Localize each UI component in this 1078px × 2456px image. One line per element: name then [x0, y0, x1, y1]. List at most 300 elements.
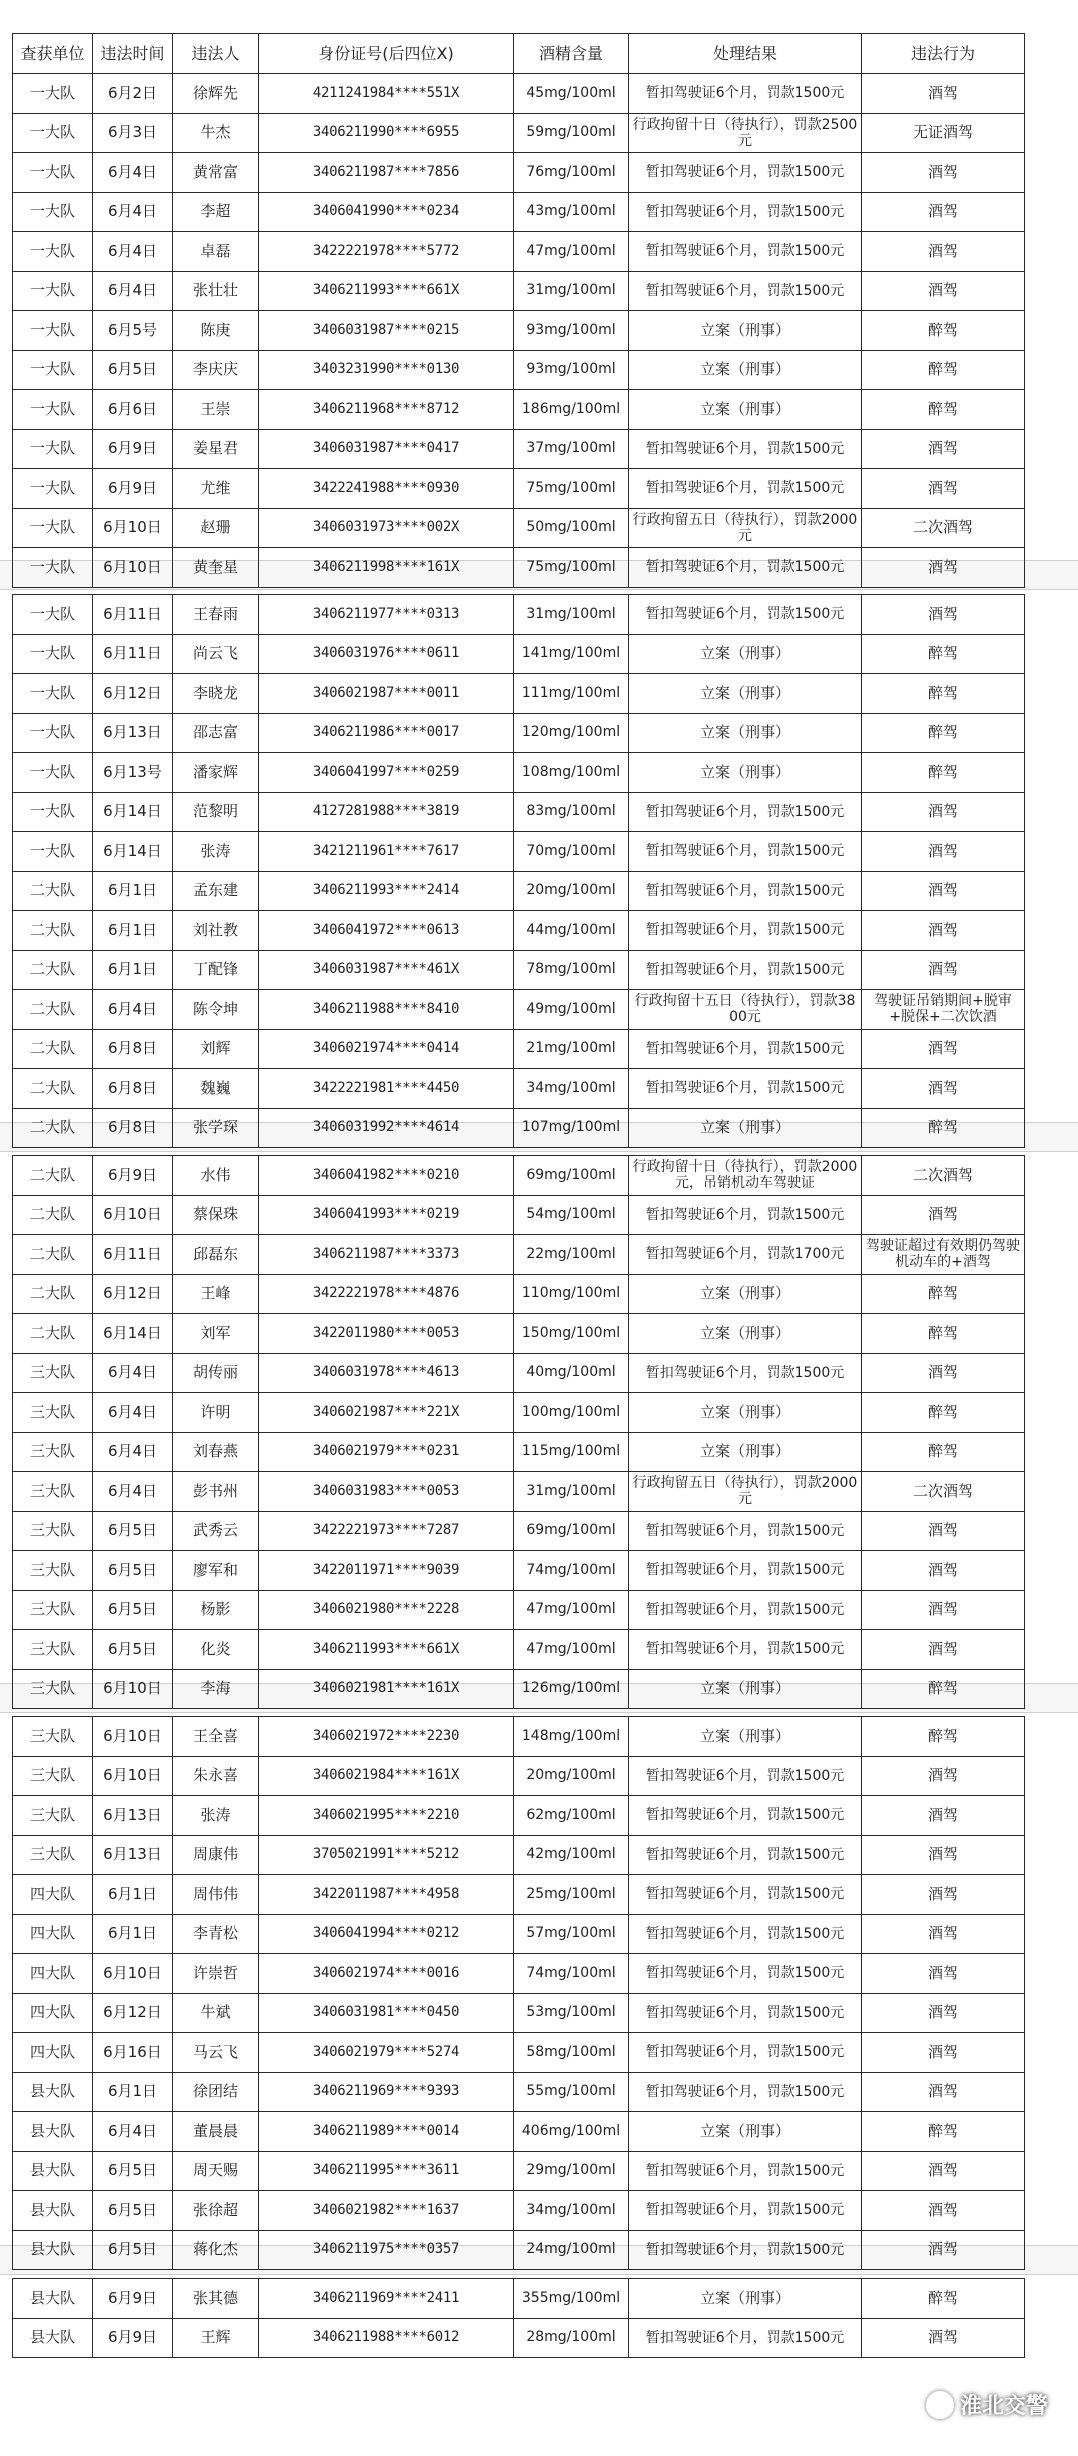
id-number-cell: 3406031978****4613 — [259, 1353, 514, 1393]
unit-cell: 一大队 — [13, 753, 93, 793]
violation-cell: 酒驾 — [862, 950, 1025, 990]
id-number-cell: 3406211988****8410 — [259, 990, 514, 1030]
violation-cell: 酒驾 — [862, 595, 1025, 635]
name-cell: 刘辉 — [173, 1029, 259, 1069]
table-row — [13, 1353, 1025, 1393]
name-cell: 姜星君 — [173, 429, 259, 469]
alcohol-cell: 69mg/100ml — [514, 1511, 629, 1551]
result-cell: 暂扣驾驶证6个月，罚款1500元 — [629, 1756, 862, 1796]
unit-cell: 县大队 — [13, 2279, 93, 2319]
result-cell: 立案（刑事） — [629, 1274, 862, 1314]
name-cell: 许崇哲 — [173, 1954, 259, 1994]
name-cell: 张涛 — [173, 832, 259, 872]
unit-cell: 二大队 — [13, 1195, 93, 1235]
violation-cell: 酒驾 — [862, 74, 1025, 114]
name-cell: 化炎 — [173, 1630, 259, 1670]
table-row — [13, 2279, 1025, 2319]
violation-cell: 酒驾 — [862, 1796, 1025, 1836]
unit-cell: 二大队 — [13, 1069, 93, 1109]
date-cell: 6月4日 — [93, 1472, 173, 1512]
name-cell: 孟东建 — [173, 871, 259, 911]
result-cell: 立案（刑事） — [629, 1108, 862, 1148]
result-cell: 暂扣驾驶证6个月，罚款1500元 — [629, 2230, 862, 2270]
violation-cell: 醉驾 — [862, 753, 1025, 793]
alcohol-cell: 148mg/100ml — [514, 1717, 629, 1757]
alcohol-cell: 115mg/100ml — [514, 1432, 629, 1472]
alcohol-cell: 57mg/100ml — [514, 1914, 629, 1954]
date-cell: 6月1日 — [93, 871, 173, 911]
unit-cell: 二大队 — [13, 990, 93, 1030]
id-number-cell: 3406041972****0613 — [259, 911, 514, 951]
violation-cell: 醉驾 — [862, 1274, 1025, 1314]
alcohol-cell: 110mg/100ml — [514, 1274, 629, 1314]
name-cell: 杨影 — [173, 1590, 259, 1630]
violation-table-section — [12, 594, 1025, 1148]
id-number-cell: 3406211977****0313 — [259, 595, 514, 635]
violation-cell: 酒驾 — [862, 871, 1025, 911]
result-cell: 暂扣驾驶证6个月，罚款1500元 — [629, 1029, 862, 1069]
alcohol-cell: 44mg/100ml — [514, 911, 629, 951]
unit-cell: 二大队 — [13, 1029, 93, 1069]
unit-cell: 一大队 — [13, 792, 93, 832]
name-cell: 王春雨 — [173, 595, 259, 635]
unit-cell: 三大队 — [13, 1796, 93, 1836]
name-cell: 李庆庆 — [173, 350, 259, 390]
date-cell: 6月12日 — [93, 674, 173, 714]
violation-cell: 酒驾 — [862, 911, 1025, 951]
id-number-cell: 3406031987****0417 — [259, 429, 514, 469]
date-cell: 6月4日 — [93, 1393, 173, 1433]
name-cell: 武秀云 — [173, 1511, 259, 1551]
id-number-cell: 3422011971****9039 — [259, 1551, 514, 1591]
date-cell: 6月5号 — [93, 311, 173, 351]
violation-cell: 二次酒驾 — [862, 508, 1025, 548]
id-number-cell: 3422221978****5772 — [259, 232, 514, 272]
name-cell: 丁配锋 — [173, 950, 259, 990]
id-number-cell: 3406031981****0450 — [259, 1993, 514, 2033]
id-number-cell: 3406031987****461X — [259, 950, 514, 990]
unit-cell: 二大队 — [13, 1314, 93, 1354]
table-row — [13, 1511, 1025, 1551]
violation-cell: 二次酒驾 — [862, 1472, 1025, 1512]
date-cell: 6月11日 — [93, 595, 173, 635]
violation-cell: 醉驾 — [862, 1314, 1025, 1354]
unit-cell: 三大队 — [13, 1669, 93, 1709]
date-cell: 6月1日 — [93, 911, 173, 951]
violation-cell: 酒驾 — [862, 1993, 1025, 2033]
unit-cell: 县大队 — [13, 2072, 93, 2112]
violation-cell: 驾驶证超过有效期仍驾驶机动车的+酒驾 — [862, 1235, 1025, 1275]
id-number-cell: 3406021974****0414 — [259, 1029, 514, 1069]
table-row — [13, 2112, 1025, 2152]
date-cell: 6月5日 — [93, 2191, 173, 2231]
unit-cell: 三大队 — [13, 1551, 93, 1591]
name-cell: 周康伟 — [173, 1835, 259, 1875]
result-cell: 立案（刑事） — [629, 311, 862, 351]
violation-cell: 醉驾 — [862, 1432, 1025, 1472]
unit-cell: 一大队 — [13, 271, 93, 311]
violation-cell: 酒驾 — [862, 2151, 1025, 2191]
name-cell: 刘社教 — [173, 911, 259, 951]
name-cell: 卓磊 — [173, 232, 259, 272]
table-row — [13, 871, 1025, 911]
date-cell: 6月4日 — [93, 1353, 173, 1393]
table-row — [13, 232, 1025, 272]
name-cell: 周天赐 — [173, 2151, 259, 2191]
id-number-cell: 3406211990****6955 — [259, 113, 514, 153]
violation-cell: 醉驾 — [862, 1393, 1025, 1433]
name-cell: 董晨晨 — [173, 2112, 259, 2152]
alcohol-cell: 100mg/100ml — [514, 1393, 629, 1433]
result-cell: 暂扣驾驶证6个月，罚款1500元 — [629, 2033, 862, 2073]
violation-cell: 酒驾 — [862, 1875, 1025, 1915]
id-number-cell: 3406211993****2414 — [259, 871, 514, 911]
alcohol-cell: 141mg/100ml — [514, 634, 629, 674]
table-row — [13, 2072, 1025, 2112]
table-row — [13, 1314, 1025, 1354]
id-number-cell: 3406021984****161X — [259, 1756, 514, 1796]
alcohol-cell: 75mg/100ml — [514, 548, 629, 588]
table-row — [13, 1069, 1025, 1109]
unit-cell: 三大队 — [13, 1353, 93, 1393]
id-number-cell: 3406021987****0011 — [259, 674, 514, 714]
table-row — [13, 1796, 1025, 1836]
result-cell: 暂扣驾驶证6个月，罚款1500元 — [629, 1590, 862, 1630]
violation-cell: 醉驾 — [862, 311, 1025, 351]
date-cell: 6月4日 — [93, 2112, 173, 2152]
date-cell: 6月14日 — [93, 832, 173, 872]
violation-cell: 醉驾 — [862, 674, 1025, 714]
violation-cell: 酒驾 — [862, 1914, 1025, 1954]
name-cell: 刘春燕 — [173, 1432, 259, 1472]
table-row — [13, 1835, 1025, 1875]
id-number-cell: 3406211969****2411 — [259, 2279, 514, 2319]
violation-cell: 酒驾 — [862, 2033, 1025, 2073]
unit-cell: 四大队 — [13, 1954, 93, 1994]
id-number-cell: 3406021980****2228 — [259, 1590, 514, 1630]
violation-cell: 醉驾 — [862, 390, 1025, 430]
date-cell: 6月9日 — [93, 2318, 173, 2358]
id-number-cell: 3406211986****0017 — [259, 713, 514, 753]
name-cell: 黄常富 — [173, 153, 259, 193]
date-cell: 6月10日 — [93, 1195, 173, 1235]
alcohol-cell: 31mg/100ml — [514, 1472, 629, 1512]
table-row — [13, 634, 1025, 674]
alcohol-cell: 40mg/100ml — [514, 1353, 629, 1393]
date-cell: 6月2日 — [93, 74, 173, 114]
id-number-cell: 3406211987****3373 — [259, 1235, 514, 1275]
violation-cell: 酒驾 — [862, 1630, 1025, 1670]
alcohol-cell: 69mg/100ml — [514, 1156, 629, 1196]
id-number-cell: 3406211995****3611 — [259, 2151, 514, 2191]
date-cell: 6月9日 — [93, 469, 173, 509]
name-cell: 牛杰 — [173, 113, 259, 153]
alcohol-cell: 34mg/100ml — [514, 2191, 629, 2231]
date-cell: 6月1日 — [93, 950, 173, 990]
id-number-cell: 3406021995****2210 — [259, 1796, 514, 1836]
violation-cell: 酒驾 — [862, 1954, 1025, 1994]
name-cell: 魏巍 — [173, 1069, 259, 1109]
result-cell: 行政拘留五日（待执行），罚款2000元 — [629, 1472, 862, 1512]
unit-cell: 三大队 — [13, 1717, 93, 1757]
date-cell: 6月13号 — [93, 753, 173, 793]
date-cell: 6月5日 — [93, 350, 173, 390]
violation-cell: 酒驾 — [862, 1029, 1025, 1069]
table-row — [13, 1195, 1025, 1235]
id-number-cell: 3406211969****9393 — [259, 2072, 514, 2112]
id-number-cell: 3406211989****0014 — [259, 2112, 514, 2152]
alcohol-cell: 78mg/100ml — [514, 950, 629, 990]
result-cell: 暂扣驾驶证6个月，罚款1500元 — [629, 1195, 862, 1235]
id-number-cell: 3406211968****8712 — [259, 390, 514, 430]
alcohol-cell: 126mg/100ml — [514, 1669, 629, 1709]
alcohol-cell: 31mg/100ml — [514, 271, 629, 311]
violation-table-section — [12, 1155, 1025, 1709]
violation-cell: 酒驾 — [862, 2230, 1025, 2270]
wechat-icon — [926, 2391, 954, 2419]
table-row — [13, 1551, 1025, 1591]
table-row — [13, 1993, 1025, 2033]
alcohol-cell: 93mg/100ml — [514, 311, 629, 351]
name-cell: 廖军和 — [173, 1551, 259, 1591]
table-row — [13, 1108, 1025, 1148]
result-cell: 暂扣驾驶证6个月，罚款1500元 — [629, 1551, 862, 1591]
unit-cell: 三大队 — [13, 1393, 93, 1433]
table-row — [13, 911, 1025, 951]
table-row — [13, 1875, 1025, 1915]
id-number-cell: 3406031976****0611 — [259, 634, 514, 674]
name-cell: 邵志富 — [173, 713, 259, 753]
violation-cell: 酒驾 — [862, 1835, 1025, 1875]
column-header: 酒精含量 — [514, 34, 629, 74]
date-cell: 6月5日 — [93, 2230, 173, 2270]
alcohol-cell: 70mg/100ml — [514, 832, 629, 872]
name-cell: 赵珊 — [173, 508, 259, 548]
alcohol-cell: 75mg/100ml — [514, 469, 629, 509]
alcohol-cell: 28mg/100ml — [514, 2318, 629, 2358]
alcohol-cell: 74mg/100ml — [514, 1551, 629, 1591]
column-header: 违法人 — [173, 34, 259, 74]
column-header: 违法时间 — [93, 34, 173, 74]
table-row — [13, 1472, 1025, 1512]
alcohol-cell: 34mg/100ml — [514, 1069, 629, 1109]
result-cell: 立案（刑事） — [629, 390, 862, 430]
table-row — [13, 508, 1025, 548]
violation-cell: 酒驾 — [862, 1756, 1025, 1796]
name-cell: 黄奎星 — [173, 548, 259, 588]
id-number-cell: 3406211975****0357 — [259, 2230, 514, 2270]
id-number-cell: 3422241988****0930 — [259, 469, 514, 509]
date-cell: 6月10日 — [93, 1756, 173, 1796]
alcohol-cell: 47mg/100ml — [514, 1590, 629, 1630]
result-cell: 暂扣驾驶证6个月，罚款1500元 — [629, 2318, 862, 2358]
id-number-cell: 3406021979****0231 — [259, 1432, 514, 1472]
name-cell: 蔡保珠 — [173, 1195, 259, 1235]
column-header: 查获单位 — [13, 34, 93, 74]
date-cell: 6月5日 — [93, 1630, 173, 1670]
table-row — [13, 271, 1025, 311]
table-row — [13, 832, 1025, 872]
violation-cell: 醉驾 — [862, 634, 1025, 674]
result-cell: 暂扣驾驶证6个月，罚款1500元 — [629, 911, 862, 951]
result-cell: 暂扣驾驶证6个月，罚款1500元 — [629, 1353, 862, 1393]
result-cell: 行政拘留十日（待执行），罚款2000元，吊销机动车驾驶证 — [629, 1156, 862, 1196]
alcohol-cell: 59mg/100ml — [514, 113, 629, 153]
violation-table-section — [12, 1716, 1025, 2270]
unit-cell: 一大队 — [13, 153, 93, 193]
id-number-cell: 3406021974****0016 — [259, 1954, 514, 1994]
violation-cell: 无证酒驾 — [862, 113, 1025, 153]
date-cell: 6月14日 — [93, 792, 173, 832]
date-cell: 6月4日 — [93, 271, 173, 311]
unit-cell: 二大队 — [13, 911, 93, 951]
column-header: 违法行为 — [862, 34, 1025, 74]
id-number-cell: 3406211988****6012 — [259, 2318, 514, 2358]
name-cell: 张徐超 — [173, 2191, 259, 2231]
unit-cell: 一大队 — [13, 713, 93, 753]
violation-cell: 醉驾 — [862, 2279, 1025, 2319]
name-cell: 牛斌 — [173, 1993, 259, 2033]
violation-cell: 驾驶证吊销期间+脱审+脱保+二次饮酒 — [862, 990, 1025, 1030]
violation-cell: 酒驾 — [862, 429, 1025, 469]
alcohol-cell: 55mg/100ml — [514, 2072, 629, 2112]
date-cell: 6月5日 — [93, 1551, 173, 1591]
result-cell: 行政拘留十日（待执行），罚款2500元 — [629, 113, 862, 153]
table-row — [13, 1669, 1025, 1709]
table-row — [13, 2191, 1025, 2231]
table-row — [13, 595, 1025, 635]
result-cell: 暂扣驾驶证6个月，罚款1500元 — [629, 832, 862, 872]
violation-cell: 醉驾 — [862, 1108, 1025, 1148]
id-number-cell: 3406041993****0219 — [259, 1195, 514, 1235]
id-number-cell: 3422221981****4450 — [259, 1069, 514, 1109]
table-row — [13, 950, 1025, 990]
result-cell: 暂扣驾驶证6个月，罚款1500元 — [629, 232, 862, 272]
name-cell: 范黎明 — [173, 792, 259, 832]
id-number-cell: 3406211993****661X — [259, 271, 514, 311]
date-cell: 6月13日 — [93, 713, 173, 753]
unit-cell: 一大队 — [13, 350, 93, 390]
result-cell: 暂扣驾驶证6个月，罚款1500元 — [629, 1511, 862, 1551]
alcohol-cell: 37mg/100ml — [514, 429, 629, 469]
date-cell: 6月6日 — [93, 390, 173, 430]
violation-cell: 酒驾 — [862, 832, 1025, 872]
table-row — [13, 2151, 1025, 2191]
result-cell: 暂扣驾驶证6个月，罚款1500元 — [629, 469, 862, 509]
name-cell: 徐团结 — [173, 2072, 259, 2112]
alcohol-cell: 58mg/100ml — [514, 2033, 629, 2073]
unit-cell: 二大队 — [13, 950, 93, 990]
violation-cell: 酒驾 — [862, 469, 1025, 509]
result-cell: 立案（刑事） — [629, 350, 862, 390]
id-number-cell: 4211241984****551X — [259, 74, 514, 114]
table-row — [13, 429, 1025, 469]
id-number-cell: 3406021979****5274 — [259, 2033, 514, 2073]
date-cell: 6月5日 — [93, 1590, 173, 1630]
table-header-row — [13, 34, 1025, 74]
result-cell: 立案（刑事） — [629, 674, 862, 714]
table-row — [13, 1954, 1025, 1994]
violation-cell: 醉驾 — [862, 1669, 1025, 1709]
unit-cell: 县大队 — [13, 2230, 93, 2270]
table-row — [13, 1717, 1025, 1757]
alcohol-cell: 186mg/100ml — [514, 390, 629, 430]
name-cell: 王峰 — [173, 1274, 259, 1314]
table-row — [13, 713, 1025, 753]
table-row — [13, 469, 1025, 509]
date-cell: 6月9日 — [93, 1156, 173, 1196]
date-cell: 6月5日 — [93, 2151, 173, 2191]
alcohol-cell: 54mg/100ml — [514, 1195, 629, 1235]
alcohol-cell: 21mg/100ml — [514, 1029, 629, 1069]
name-cell: 王辉 — [173, 2318, 259, 2358]
id-number-cell: 3406211998****161X — [259, 548, 514, 588]
result-cell: 立案（刑事） — [629, 1669, 862, 1709]
violation-cell: 醉驾 — [862, 1717, 1025, 1757]
unit-cell: 一大队 — [13, 508, 93, 548]
alcohol-cell: 49mg/100ml — [514, 990, 629, 1030]
date-cell: 6月3日 — [93, 113, 173, 153]
result-cell: 暂扣驾驶证6个月，罚款1500元 — [629, 548, 862, 588]
violation-cell: 酒驾 — [862, 2318, 1025, 2358]
id-number-cell: 3406211993****661X — [259, 1630, 514, 1670]
id-number-cell: 3406021972****2230 — [259, 1717, 514, 1757]
name-cell: 邱磊东 — [173, 1235, 259, 1275]
result-cell: 立案（刑事） — [629, 1393, 862, 1433]
name-cell: 徐辉先 — [173, 74, 259, 114]
name-cell: 朱永喜 — [173, 1756, 259, 1796]
violation-cell: 醉驾 — [862, 2112, 1025, 2152]
name-cell: 胡传丽 — [173, 1353, 259, 1393]
date-cell: 6月4日 — [93, 232, 173, 272]
table-row — [13, 1590, 1025, 1630]
table-row — [13, 674, 1025, 714]
table-row — [13, 2230, 1025, 2270]
alcohol-cell: 20mg/100ml — [514, 871, 629, 911]
result-cell: 暂扣驾驶证6个月，罚款1700元 — [629, 1235, 862, 1275]
table-row — [13, 2318, 1025, 2358]
column-header: 身份证号(后四位X) — [259, 34, 514, 74]
unit-cell: 三大队 — [13, 1630, 93, 1670]
name-cell: 水伟 — [173, 1156, 259, 1196]
result-cell: 立案（刑事） — [629, 2112, 862, 2152]
date-cell: 6月5日 — [93, 1511, 173, 1551]
id-number-cell: 3422221973****7287 — [259, 1511, 514, 1551]
result-cell: 行政拘留十五日（待执行），罚款3800元 — [629, 990, 862, 1030]
id-number-cell: 3406021987****221X — [259, 1393, 514, 1433]
date-cell: 6月9日 — [93, 429, 173, 469]
unit-cell: 一大队 — [13, 311, 93, 351]
date-cell: 6月8日 — [93, 1029, 173, 1069]
unit-cell: 二大队 — [13, 1274, 93, 1314]
alcohol-cell: 29mg/100ml — [514, 2151, 629, 2191]
id-number-cell: 3422011980****0053 — [259, 1314, 514, 1354]
result-cell: 行政拘留五日（待执行），罚款2000元 — [629, 508, 862, 548]
result-cell: 暂扣驾驶证6个月，罚款1500元 — [629, 74, 862, 114]
name-cell: 李海 — [173, 1669, 259, 1709]
unit-cell: 二大队 — [13, 1235, 93, 1275]
unit-cell: 县大队 — [13, 2151, 93, 2191]
date-cell: 6月10日 — [93, 1669, 173, 1709]
unit-cell: 一大队 — [13, 429, 93, 469]
name-cell: 许明 — [173, 1393, 259, 1433]
date-cell: 6月4日 — [93, 192, 173, 232]
alcohol-cell: 20mg/100ml — [514, 1756, 629, 1796]
alcohol-cell: 24mg/100ml — [514, 2230, 629, 2270]
name-cell: 张壮壮 — [173, 271, 259, 311]
unit-cell: 一大队 — [13, 634, 93, 674]
id-number-cell: 3406041990****0234 — [259, 192, 514, 232]
